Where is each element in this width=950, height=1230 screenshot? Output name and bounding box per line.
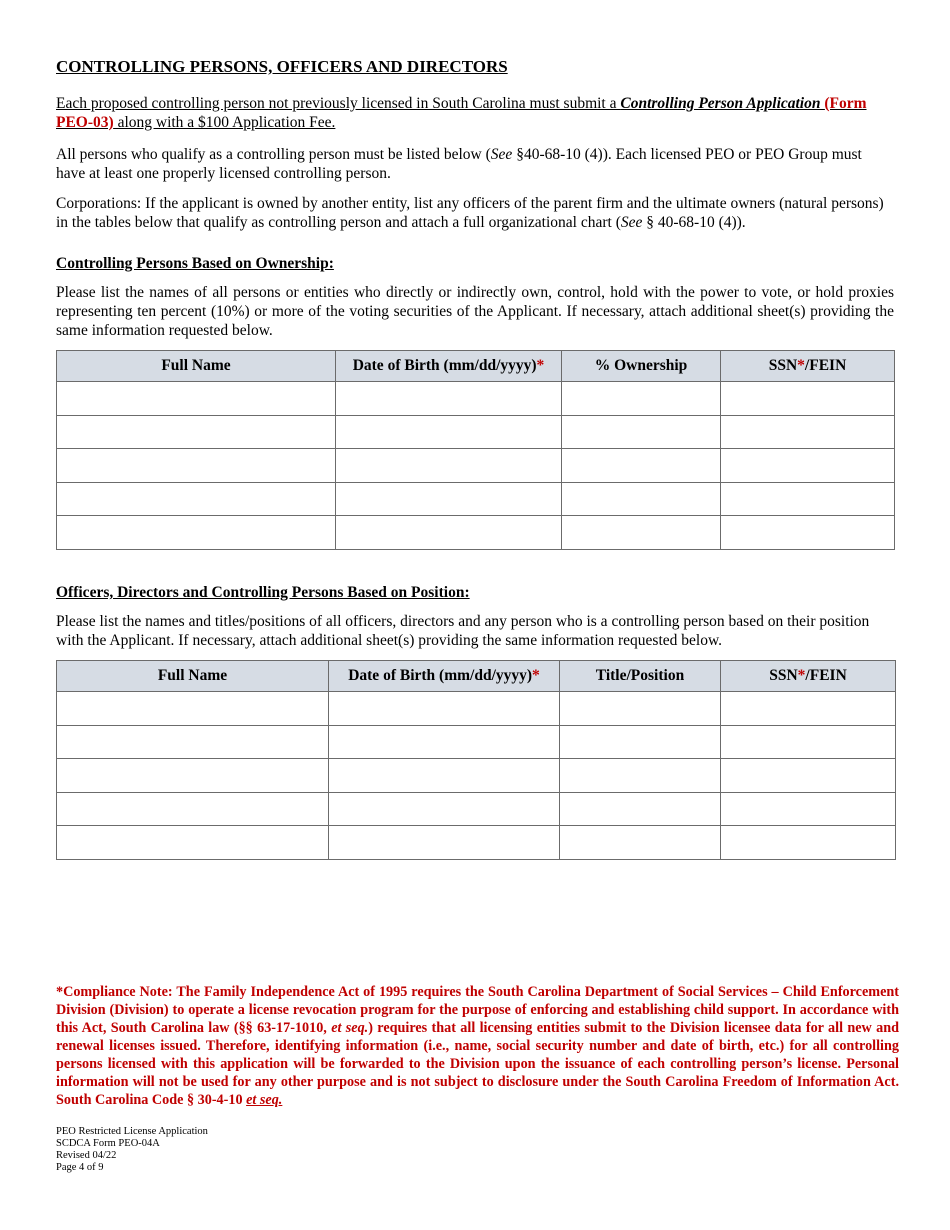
ownership-cell[interactable]: [562, 516, 721, 550]
table-row: [57, 691, 896, 725]
fein-label: /FEIN: [805, 666, 847, 684]
full-name-cell[interactable]: [57, 691, 329, 725]
table-row: [57, 826, 896, 860]
column-date-of-birth: [329, 660, 560, 691]
see-ref: See: [620, 214, 643, 231]
ssn-label: SSN: [769, 666, 798, 684]
dob-cell[interactable]: [336, 449, 562, 483]
qualify-paragraph: [56, 145, 894, 183]
compliance-note: [56, 983, 899, 1109]
footer-page-number: Page 4 of 9: [56, 1162, 104, 1173]
full-name-cell[interactable]: [57, 449, 336, 483]
title-position-cell[interactable]: [560, 759, 721, 793]
table-row: [57, 792, 896, 826]
title-position-cell[interactable]: [560, 725, 721, 759]
fein-label: /FEIN: [804, 357, 847, 374]
dob-cell[interactable]: [329, 691, 560, 725]
footer-form-number: SCDCA Form PEO-04A: [56, 1138, 160, 1149]
position-section-heading: Officers, Directors and Controlling Persons Based on Position:: [56, 583, 470, 601]
application-name: Controlling Person Application: [620, 95, 821, 112]
page-footer: [56, 1126, 208, 1174]
title-position-cell[interactable]: [560, 826, 721, 860]
table-row: [57, 759, 896, 793]
position-table: [56, 660, 896, 860]
see-ref: See: [490, 146, 513, 163]
corporations-text: Corporations: If the applicant is owned by another entity, list any officers of the parent firm and the ultimate owners (natural persons) in the tables below that qualify as controlling person and attach a full organizational chart (: [56, 195, 884, 231]
column-ownership-percent: % Ownership: [562, 351, 721, 382]
full-name-cell[interactable]: [57, 382, 336, 416]
column-ssn-fein: [721, 351, 895, 382]
position-instructions: Please list the names and titles/positions of all officers, directors and any person who is a controlling person based on their position with the Applicant. If necessary, attach additional sheet(s) providing the same information requested below.: [56, 612, 870, 649]
full-name-cell[interactable]: [57, 826, 329, 860]
table-row: [57, 482, 895, 516]
table-row: [57, 725, 896, 759]
column-full-name: Full Name: [57, 351, 336, 382]
footer-revision: Revised 04/22: [56, 1150, 117, 1161]
compliance-text: *Compliance Note: The Family Independence Act of 1995 requires the South Carolina Department of Social Services – Child Enforcement Division (Division) to operate a license revocation program for the purpose of enforcing and establishing child support. In accordance with this Act, South Carolina law (§§ 63-17-1010,: [56, 984, 899, 1036]
compliance-text-2: ) requires that all licensing entities submit to the Division licensee data for all new and renewal licenses issued. Therefore, identifying information (i.e., name, social security number and date of birth, etc.) for all controlling persons licensed with this application will be forwarded to the Division upon the issuance of each controlling person’s license. Personal information will not be used for any other purpose and is not subject to disclosure under the South Carolina Freedom of Information Act. South Carolina Code § 30-4-10: [56, 1020, 899, 1108]
title-position-cell[interactable]: [560, 691, 721, 725]
footer-form-title: PEO Restricted License Application: [56, 1126, 208, 1137]
column-full-name: Full Name: [57, 660, 329, 691]
dob-cell[interactable]: [329, 759, 560, 793]
ownership-cell[interactable]: [562, 415, 721, 449]
dob-cell[interactable]: [336, 516, 562, 550]
corporations-paragraph: [56, 194, 894, 232]
dob-cell[interactable]: [329, 792, 560, 826]
full-name-cell[interactable]: [57, 725, 329, 759]
required-asterisk: *: [536, 357, 545, 374]
full-name-cell[interactable]: [57, 759, 329, 793]
ownership-cell[interactable]: [562, 482, 721, 516]
dob-cell[interactable]: [329, 826, 560, 860]
ssn-fein-cell[interactable]: [721, 382, 895, 416]
dob-cell[interactable]: [336, 482, 562, 516]
required-asterisk: *: [532, 666, 540, 684]
ssn-fein-cell[interactable]: [721, 792, 896, 826]
main-content: [56, 56, 894, 860]
column-ssn-fein: [721, 660, 896, 691]
page-title: CONTROLLING PERSONS, OFFICERS AND DIRECTORS: [56, 57, 508, 76]
et-seq: et seq.: [331, 1020, 369, 1036]
notice-fee-text: along with a $100 Application Fee.: [113, 114, 336, 131]
full-name-cell[interactable]: [57, 516, 336, 550]
full-name-cell[interactable]: [57, 792, 329, 826]
dob-label: Date of Birth (mm/dd/yyyy): [352, 357, 537, 374]
table-row: [57, 516, 895, 550]
ownership-table-header: [57, 351, 895, 382]
ownership-instructions: Please list the names of all persons or entities who directly or indirectly own, control, hold with the power to vote, or hold proxies representing ten percent (10%) or more of the voting securities of the Applicant. If necessary, attach additional sheet(s) providing the same information requested below.: [56, 284, 894, 339]
notice-text: Each proposed controlling person not previously licensed in South Carolina must submit a: [56, 95, 621, 112]
dob-cell[interactable]: [336, 415, 562, 449]
dob-cell[interactable]: [329, 725, 560, 759]
ownership-cell[interactable]: [562, 449, 721, 483]
ssn-fein-cell[interactable]: [721, 415, 895, 449]
ssn-fein-cell[interactable]: [721, 449, 895, 483]
required-asterisk: *: [797, 666, 806, 684]
application-notice: [56, 94, 894, 132]
column-date-of-birth: [336, 351, 562, 382]
ssn-fein-cell[interactable]: [721, 691, 896, 725]
corporations-text-2: § 40-68-10 (4)).: [642, 214, 746, 231]
ssn-fein-cell[interactable]: [721, 826, 896, 860]
full-name-cell[interactable]: [57, 415, 336, 449]
ssn-fein-cell[interactable]: [721, 725, 896, 759]
column-title-position: Title/Position: [560, 660, 721, 691]
qualify-text: All persons who qualify as a controlling person must be listed below (: [56, 146, 491, 163]
et-seq-link: et seq.: [246, 1092, 283, 1108]
full-name-cell[interactable]: [57, 482, 336, 516]
position-table-header: [57, 660, 896, 691]
title-position-cell[interactable]: [560, 792, 721, 826]
dob-label: Date of Birth (mm/dd/yyyy): [348, 666, 533, 684]
required-asterisk: *: [797, 357, 805, 374]
ownership-table: [56, 350, 895, 550]
dob-cell[interactable]: [336, 382, 562, 416]
ssn-label: SSN: [768, 357, 798, 374]
ssn-fein-cell[interactable]: [721, 759, 896, 793]
form-reference-link[interactable]: (Form PEO-03): [56, 95, 867, 131]
table-row: [57, 415, 895, 449]
qualify-text-2: §40-68-10 (4)). Each licensed PEO or PEO Group must have at least one properly licensed controlling person.: [56, 146, 862, 182]
ssn-fein-cell[interactable]: [721, 516, 895, 550]
ssn-fein-cell[interactable]: [721, 482, 895, 516]
ownership-section-heading: Controlling Persons Based on Ownership:: [56, 255, 334, 272]
ownership-cell[interactable]: [562, 382, 721, 416]
table-row: [57, 382, 895, 416]
table-row: [57, 449, 895, 483]
